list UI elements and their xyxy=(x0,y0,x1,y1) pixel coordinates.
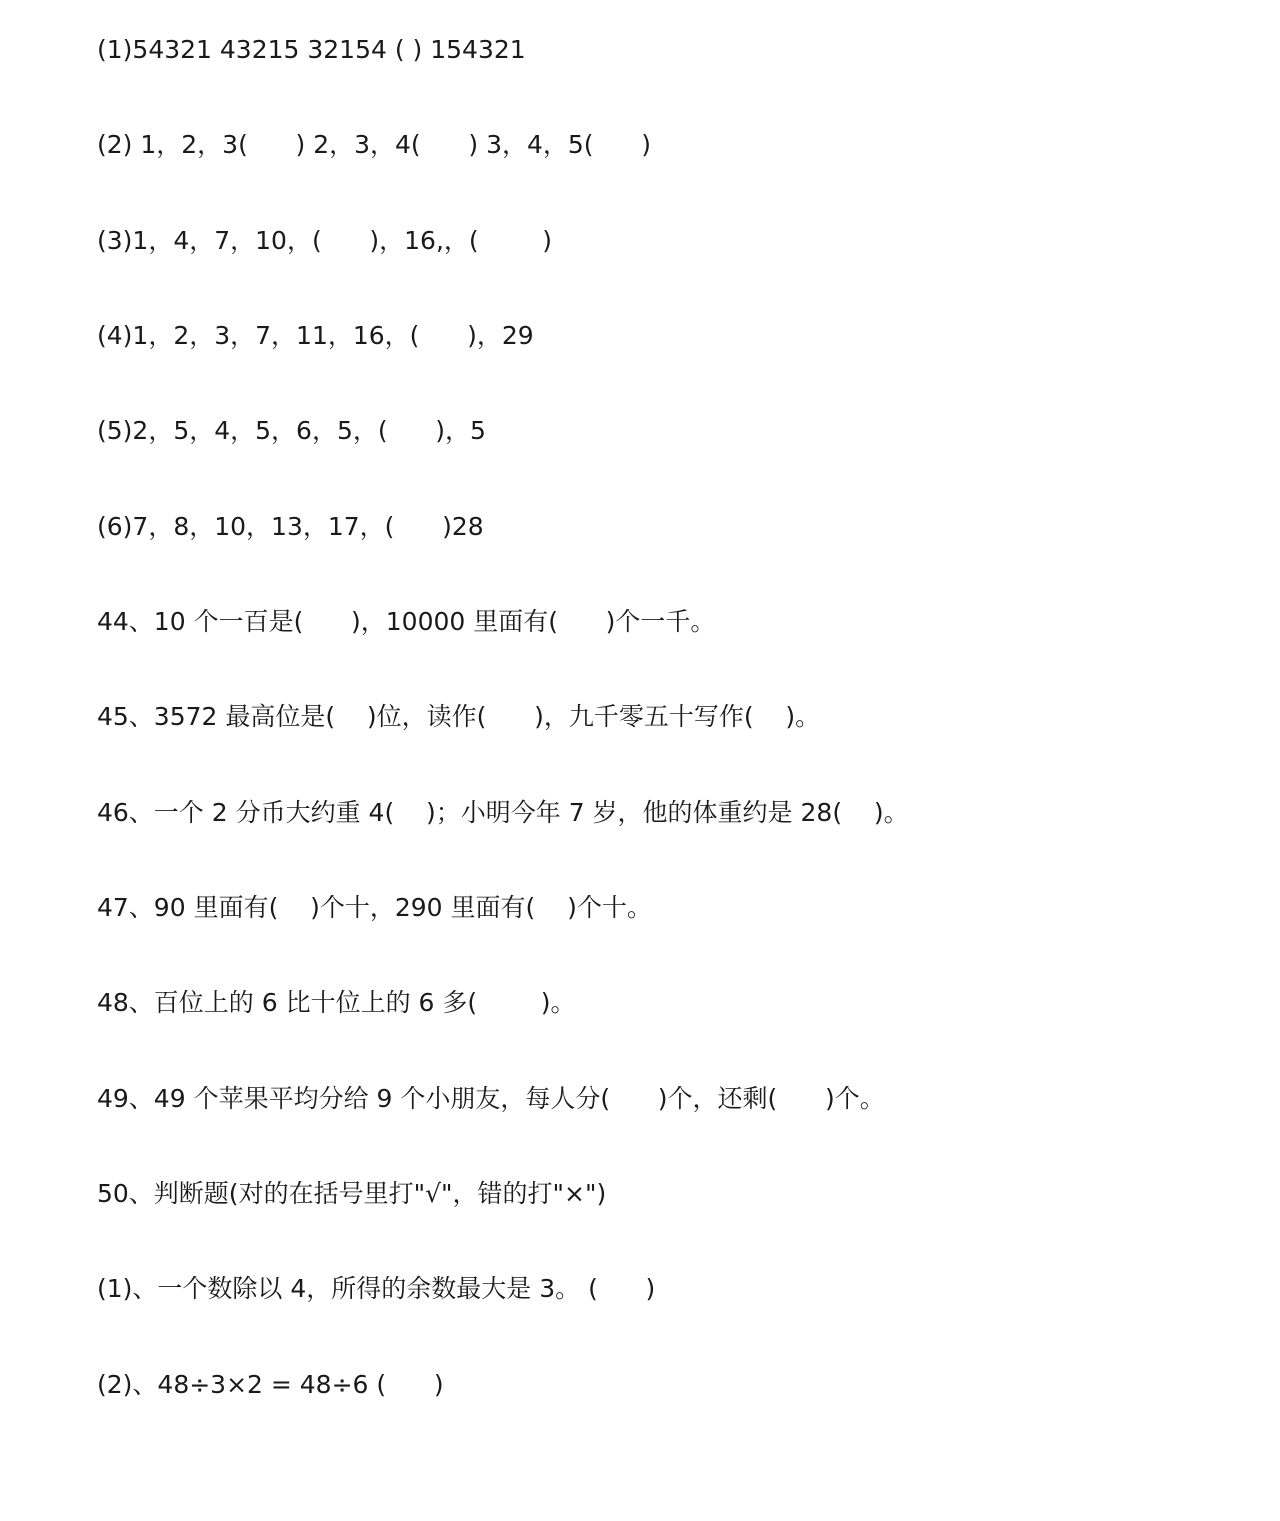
judge-item-1: (1)、一个数除以 4，所得的余数最大是 3。 ( ) xyxy=(97,1274,656,1303)
question-line-3: (3)1，4，7，10，( )，16,，( ) xyxy=(97,226,552,255)
question-line-1: (1)54321 43215 32154 ( ) 154321 xyxy=(97,35,526,64)
question-line-4: (4)1，2，3，7，11，16，( )，29 xyxy=(97,321,534,350)
question-49: 49、49 个苹果平均分给 9 个小朋友，每人分( )个，还剩( )个。 xyxy=(97,1084,885,1113)
question-line-6: (6)7，8，10，13，17，( )28 xyxy=(97,512,484,541)
judge-item-2: (2)、48÷3×2 = 48÷6 ( ) xyxy=(97,1370,444,1399)
question-48: 48、百位上的 6 比十位上的 6 多( )。 xyxy=(97,988,576,1017)
question-line-2: (2) 1，2，3( ) 2，3，4( ) 3，4，5( ) xyxy=(97,130,651,159)
question-45: 45、3572 最高位是( )位，读作( )，九千零五十写作( )。 xyxy=(97,702,821,731)
question-44: 44、10 个一百是( )，10000 里面有( )个一千。 xyxy=(97,607,716,636)
question-line-5: (5)2，5，4，5，6，5，( )，5 xyxy=(97,416,486,445)
question-46: 46、一个 2 分币大约重 4( )；小明今年 7 岁，他的体重约是 28( )。 xyxy=(97,798,909,827)
question-50-heading: 50、判断题(对的在括号里打"√"，错的打"×") xyxy=(97,1179,607,1208)
question-47: 47、90 里面有( )个十，290 里面有( )个十。 xyxy=(97,893,652,922)
